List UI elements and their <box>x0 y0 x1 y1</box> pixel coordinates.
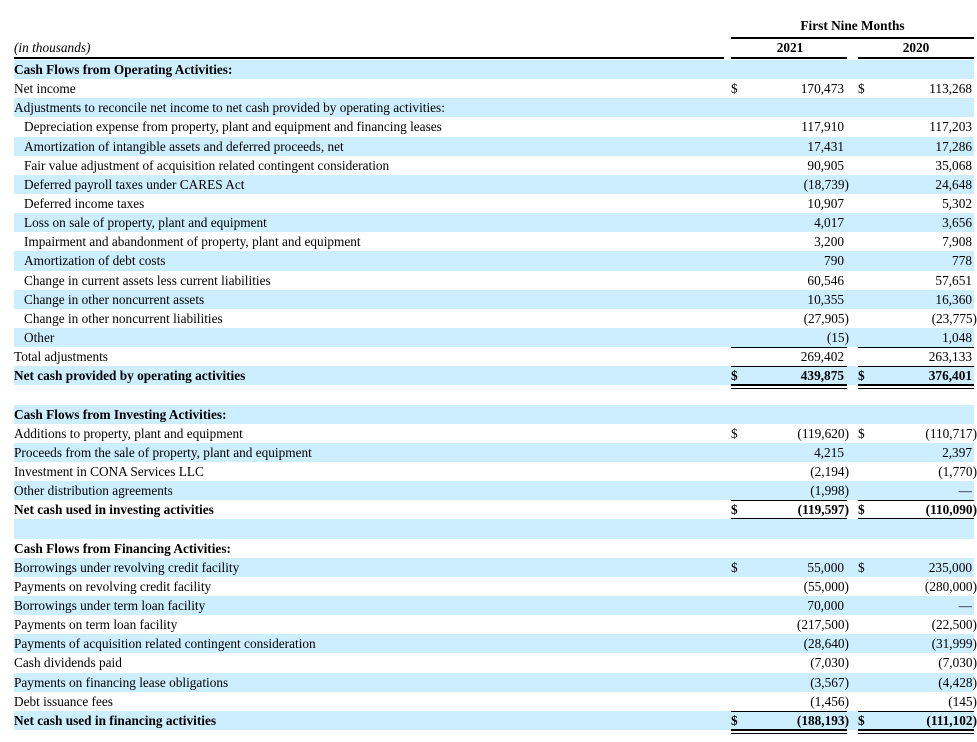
row-label: Deferred payroll taxes under CARES Act <box>24 176 245 192</box>
table-row <box>0 653 977 672</box>
table-row <box>0 577 977 596</box>
value-2021: (3,567) <box>810 674 849 690</box>
table-row <box>0 634 977 653</box>
value-2021: (1,998) <box>810 483 849 499</box>
value-2020: (111,102) <box>926 712 977 728</box>
row-label: Debt issuance fees <box>14 693 113 709</box>
value-2020: (280,000) <box>924 578 977 594</box>
table-row <box>0 137 977 156</box>
row-label: Proceeds from the sale of property, plant and equipment <box>14 444 312 460</box>
row-label: Deferred income taxes <box>24 195 145 211</box>
table-row <box>0 251 977 270</box>
value-2020: 16,360 <box>935 291 972 307</box>
total-double-rule <box>731 729 847 734</box>
value-2021: (55,000) <box>803 578 849 594</box>
row-label: Cash Flows from Financing Activities: <box>14 540 231 556</box>
table-row <box>0 175 977 194</box>
value-2021: (2,194) <box>810 463 849 479</box>
row-label: Amortization of intangible assets and deferred proceeds, net <box>24 138 344 154</box>
value-2020: 778 <box>952 253 972 269</box>
dollar-sign: $ <box>731 559 738 575</box>
year-2021-header: 2021 <box>776 40 804 55</box>
dollar-sign: $ <box>731 425 738 441</box>
value-2020: 1,048 <box>942 329 972 345</box>
value-2021: 4,215 <box>814 444 844 460</box>
row-label: Investment in CONA Services LLC <box>14 463 204 479</box>
row-label: Borrowings under revolving credit facility <box>14 559 240 575</box>
row-label: Change in other noncurrent liabilities <box>24 310 223 326</box>
table-row <box>0 462 977 481</box>
table-row <box>0 424 977 443</box>
dollar-sign: $ <box>731 81 738 97</box>
value-2021: (119,620) <box>797 425 849 441</box>
table-row <box>0 558 977 577</box>
value-2020: 2,397 <box>942 444 972 460</box>
value-2021: 439,875 <box>800 368 844 384</box>
row-label: Adjustments to reconcile net income to net cash provided by operating activities: <box>14 100 445 116</box>
table-row <box>0 366 977 385</box>
value-2021: 17,431 <box>807 138 844 154</box>
value-2020: 57,651 <box>935 272 972 288</box>
subtotal-rule <box>731 711 847 712</box>
row-label: Payments on term loan facility <box>14 617 178 633</box>
row-label: Total adjustments <box>14 349 108 365</box>
dollar-sign: $ <box>858 712 865 728</box>
value-2020: (22,500) <box>931 617 977 633</box>
value-2020: 235,000 <box>928 559 972 575</box>
row-label: Payments of acquisition related contingent consideration <box>14 636 316 652</box>
table-row <box>0 232 977 251</box>
table-row <box>0 519 977 538</box>
table-row <box>0 443 977 462</box>
value-2020: (31,999) <box>931 636 977 652</box>
table-row <box>0 711 977 730</box>
row-label: Net cash used in financing activities <box>14 712 217 728</box>
value-2020: 376,401 <box>928 368 972 384</box>
row-label: Additions to property, plant and equipment <box>14 425 243 441</box>
table-row <box>0 79 977 98</box>
value-2021: (28,640) <box>803 636 849 652</box>
row-label: Payments on revolving credit facility <box>14 578 212 594</box>
units-label: (in thousands) <box>14 40 91 55</box>
table-row <box>0 539 977 558</box>
value-2021: 10,355 <box>807 291 844 307</box>
value-2021: 117,910 <box>801 119 844 135</box>
value-2020: 7,908 <box>942 234 972 250</box>
table-row <box>0 347 977 366</box>
row-label: Change in other noncurrent assets <box>24 291 205 307</box>
value-2020: 117,203 <box>929 119 972 135</box>
value-2020: — <box>958 483 972 499</box>
table-row <box>0 500 977 519</box>
table-row <box>0 596 977 615</box>
period-header: First Nine Months <box>800 18 905 33</box>
header-rule-2020 <box>858 57 974 59</box>
value-2021: 3,200 <box>814 234 844 250</box>
value-2020: 17,286 <box>935 138 972 154</box>
value-2020: 113,268 <box>929 81 972 97</box>
table-row <box>0 60 977 79</box>
dollar-sign: $ <box>858 368 865 384</box>
table-row <box>0 328 977 347</box>
value-2020: (7,030) <box>938 655 977 671</box>
subtotal-rule <box>858 500 974 501</box>
row-label: Net cash provided by operating activities <box>14 368 246 384</box>
table-row <box>0 309 977 328</box>
table-row <box>0 405 977 424</box>
dollar-sign: $ <box>731 502 738 518</box>
value-2021: 10,907 <box>807 195 844 211</box>
dollar-sign: $ <box>858 559 865 575</box>
table-row <box>0 213 977 232</box>
dollar-sign: $ <box>731 712 738 728</box>
table-row <box>0 385 977 404</box>
value-2020: (110,717) <box>925 425 977 441</box>
row-label: Amortization of debt costs <box>24 253 166 269</box>
dollar-sign: $ <box>858 425 865 441</box>
row-label: Net income <box>14 81 76 97</box>
subtotal-rule <box>731 347 847 348</box>
value-2021: 4,017 <box>814 215 844 231</box>
value-2020: 35,068 <box>935 157 972 173</box>
value-2020: 5,302 <box>942 195 972 211</box>
row-label: Fair value adjustment of acquisition related contingent consideration <box>24 157 390 173</box>
statement-rows <box>0 60 977 730</box>
value-2021: (188,193) <box>796 712 849 728</box>
table-row <box>0 117 977 136</box>
table-row <box>0 271 977 290</box>
value-2021: (7,030) <box>810 655 849 671</box>
row-label: Net cash used in investing activities <box>14 502 214 518</box>
value-2021: (27,905) <box>803 310 849 326</box>
table-row <box>0 290 977 309</box>
value-2020: (145) <box>948 693 977 709</box>
subtotal-rule <box>858 711 974 712</box>
row-label: Cash dividends paid <box>14 655 122 671</box>
table-row <box>0 194 977 213</box>
dollar-sign: $ <box>731 368 738 384</box>
total-double-rule <box>858 729 974 734</box>
value-2021: (18,739) <box>803 176 849 192</box>
table-row <box>0 615 977 634</box>
value-2021: (1,456) <box>810 693 849 709</box>
table-row <box>0 156 977 175</box>
value-2020: 24,648 <box>935 176 972 192</box>
header-rule <box>731 37 974 39</box>
row-label: Cash Flows from Operating Activities: <box>14 62 233 77</box>
year-2020-header: 2020 <box>902 40 930 55</box>
value-2021: 170,473 <box>800 81 844 97</box>
row-label: Payments on financing lease obligations <box>14 674 229 690</box>
row-label: Cash Flows from Investing Activities: <box>14 406 227 422</box>
row-label: Depreciation expense from property, plant and equipment and financing leases <box>24 119 442 135</box>
value-2020: (1,770) <box>938 463 977 479</box>
row-label: Loss on sale of property, plant and equipment <box>24 215 267 231</box>
value-2020: 3,656 <box>942 215 972 231</box>
value-2021: (119,597) <box>797 502 849 518</box>
subtotal-rule <box>731 500 847 501</box>
value-2021: 55,000 <box>807 559 844 575</box>
value-2020: (4,428) <box>938 674 977 690</box>
subtotal-rule <box>731 366 847 367</box>
header-rule-label <box>14 57 724 59</box>
subtotal-rule <box>858 347 974 348</box>
value-2020: (110,090) <box>925 502 977 518</box>
row-label: Impairment and abandonment of property, plant and equipment <box>24 234 361 250</box>
value-2020: — <box>958 597 972 613</box>
table-row <box>0 673 977 692</box>
value-2021: 790 <box>824 253 844 269</box>
table-row <box>0 692 977 711</box>
value-2021: (217,500) <box>796 617 849 633</box>
row-label: Change in current assets less current liabilities <box>24 272 271 288</box>
value-2021: 269,402 <box>800 349 844 365</box>
value-2021: 60,546 <box>807 272 844 288</box>
header-rule-2021 <box>731 57 847 59</box>
table-row <box>0 481 977 500</box>
value-2020: 263,133 <box>928 349 972 365</box>
table-row <box>0 98 977 117</box>
dollar-sign: $ <box>858 502 865 518</box>
row-label: Borrowings under term loan facility <box>14 597 206 613</box>
row-stripe <box>14 519 974 538</box>
value-2021: 90,905 <box>807 157 844 173</box>
row-label: Other <box>24 329 55 345</box>
row-label: Other distribution agreements <box>14 483 173 499</box>
value-2021: (15) <box>826 329 849 345</box>
value-2021: 70,000 <box>807 597 844 613</box>
dollar-sign: $ <box>858 81 865 97</box>
subtotal-rule <box>858 366 974 367</box>
value-2020: (23,775) <box>931 310 977 326</box>
